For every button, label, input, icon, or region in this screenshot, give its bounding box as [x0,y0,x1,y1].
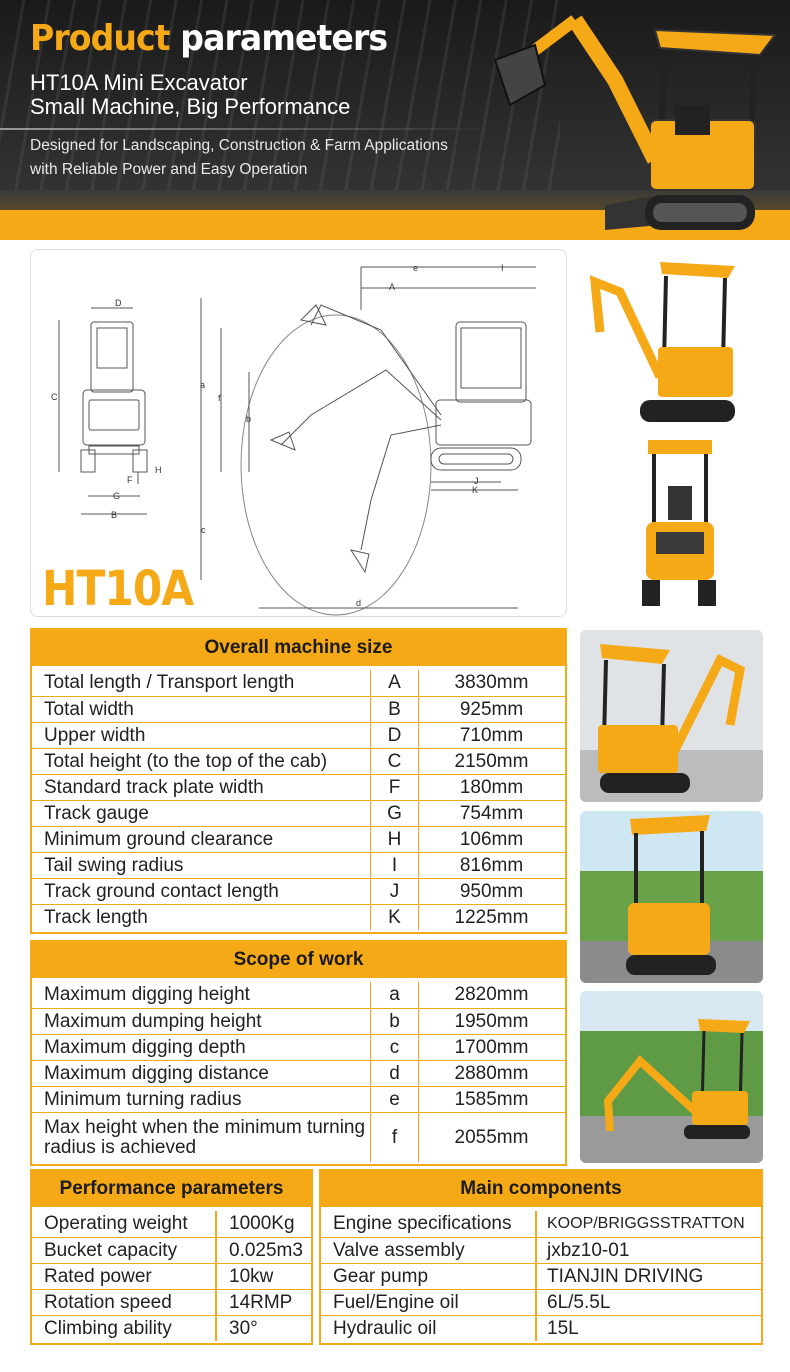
param-value: 2880mm [454,1062,529,1084]
param-name: Max height when the minimum turning radius is achieved [32,1113,371,1162]
param-code: I [371,853,419,878]
table-row [321,1263,761,1289]
param-value: jxbz10-01 [536,1238,760,1263]
param-name: Track gauge [32,801,371,826]
param-value: 106mm [459,828,524,850]
dim-label-A: A [389,282,396,292]
subtitle-line2: Small Machine, Big Performance [30,94,351,119]
table-row [32,1008,565,1034]
param-code: c [371,1035,419,1060]
dim-label-G: G [113,491,121,501]
dim-label-J: J [474,476,479,486]
param-name: Minimum ground clearance [32,827,371,852]
table-row [32,1263,311,1289]
param-value: KOOP/BRIGGSSTRATTON [536,1211,760,1237]
param-value: 15L [536,1316,760,1341]
excavator-hero-image [455,0,790,240]
param-code: a [371,982,419,1008]
table-row [321,1237,761,1263]
performance-heading: Performance parameters [32,1171,311,1207]
dim-label-B: B [111,510,118,520]
table-row [32,982,565,1008]
dim-label-F: F [127,475,133,485]
param-value: 1700mm [454,1036,529,1058]
overall-size-heading: Overall machine size [32,630,565,666]
param-name: Gear pump [321,1264,536,1289]
overall-size-table [30,628,567,934]
param-value: 925mm [459,698,524,720]
dim-label-H: H [155,465,162,475]
param-value: 180mm [459,776,524,798]
title-white: parameters [180,18,388,59]
param-value: 2150mm [454,750,529,772]
scope-of-work-heading: Scope of work [32,942,565,978]
dim-label-c: c [201,525,206,535]
param-name: Climbing ability [32,1316,216,1341]
title-yellow: Product [30,18,170,59]
param-value: 14RMP [216,1290,310,1315]
param-name: Maximum digging height [32,982,371,1008]
param-name: Minimum turning radius [32,1087,371,1112]
param-value: 816mm [459,854,524,876]
table-row [32,1237,311,1263]
table-row [32,1211,311,1237]
param-value: 1225mm [454,906,529,928]
param-name: Maximum digging depth [32,1035,371,1060]
components-heading: Main components [321,1171,761,1207]
param-value: 10kw [216,1264,310,1289]
page-title [30,18,387,59]
table-row [32,904,565,930]
param-name: Fuel/Engine oil [321,1290,536,1315]
param-name: Standard track plate width [32,775,371,800]
table-row [32,852,565,878]
param-code: C [371,749,419,774]
param-name: Bucket capacity [32,1238,216,1263]
param-value: 2055mm [454,1126,529,1148]
header-banner [0,0,790,240]
table-row [32,1112,565,1162]
param-name: Maximum dumping height [32,1009,371,1034]
dim-label-b: b [246,414,252,424]
dim-label-C: C [51,392,58,402]
components-table [319,1169,763,1345]
param-code: G [371,801,419,826]
table-row [32,1060,565,1086]
param-value: 3830mm [454,672,529,693]
param-value: 754mm [459,802,524,824]
excavator-photo-outdoor-2 [580,811,763,983]
param-name: Total height (to the top of the cab) [32,749,371,774]
scope-of-work-table [30,940,567,1166]
param-code: d [371,1061,419,1086]
dim-label-D: D [115,298,122,308]
param-code: J [371,879,419,904]
table-row [321,1211,761,1237]
param-code: F [371,775,419,800]
param-code: K [371,905,419,930]
dim-label-d: d [356,598,362,608]
param-code: H [371,827,419,852]
dim-label-I: I [501,263,504,273]
excavator-photo-outdoor-1 [580,630,763,802]
table-row [32,670,565,696]
param-value: 6L/5.5L [536,1290,760,1315]
param-value: 0.025m3 [216,1238,310,1263]
table-row [32,748,565,774]
param-name: Hydraulic oil [321,1316,536,1341]
header-divider [0,128,500,130]
param-code: b [371,1009,419,1034]
subtitle-line1: HT10A Mini Excavator [30,70,248,95]
param-value: 1950mm [454,1010,529,1032]
param-name: Maximum digging distance [32,1061,371,1086]
model-name: HT10A [42,561,194,617]
param-name: Total length / Transport length [32,670,371,696]
param-name: Rotation speed [32,1290,216,1315]
dim-label-e: e [413,263,419,273]
description-line2: with Reliable Power and Easy Operation [30,161,308,178]
param-name: Upper width [32,723,371,748]
table-row [32,722,565,748]
table-row [32,1034,565,1060]
table-row [321,1289,761,1315]
excavator-photo-rear [640,436,718,608]
param-name: Valve assembly [321,1238,536,1263]
param-value: 2820mm [454,984,529,1005]
table-row [32,774,565,800]
param-name: Track length [32,905,371,930]
param-value: TIANJIN DRIVING [536,1264,760,1289]
param-code: D [371,723,419,748]
param-value: 1585mm [454,1088,529,1110]
param-code: B [371,697,419,722]
param-value: 30° [216,1316,310,1341]
excavator-photo-side [580,252,740,430]
param-name: Rated power [32,1264,216,1289]
performance-table [30,1169,313,1345]
table-row [32,696,565,722]
param-code: e [371,1087,419,1112]
param-name: Tail swing radius [32,853,371,878]
param-code: f [371,1113,419,1162]
dim-label-K: K [472,485,479,495]
param-name: Operating weight [32,1211,216,1237]
excavator-photo-outdoor-3 [580,991,763,1163]
table-row [32,1315,311,1341]
table-row [32,1289,311,1315]
table-row [321,1315,761,1341]
param-value: 950mm [459,880,524,902]
param-value: 1000Kg [216,1211,310,1237]
param-name: Total width [32,697,371,722]
param-value: 710mm [459,724,524,746]
dim-label-a: a [200,380,206,390]
table-row [32,1086,565,1112]
table-row [32,800,565,826]
table-row [32,826,565,852]
dim-label-f: f [218,393,221,403]
param-name: Engine specifications [321,1211,536,1237]
table-row [32,878,565,904]
description-line1: Designed for Landscaping, Construction & Farm Applications [30,137,448,154]
param-code: A [371,670,419,696]
param-name: Track ground contact length [32,879,371,904]
